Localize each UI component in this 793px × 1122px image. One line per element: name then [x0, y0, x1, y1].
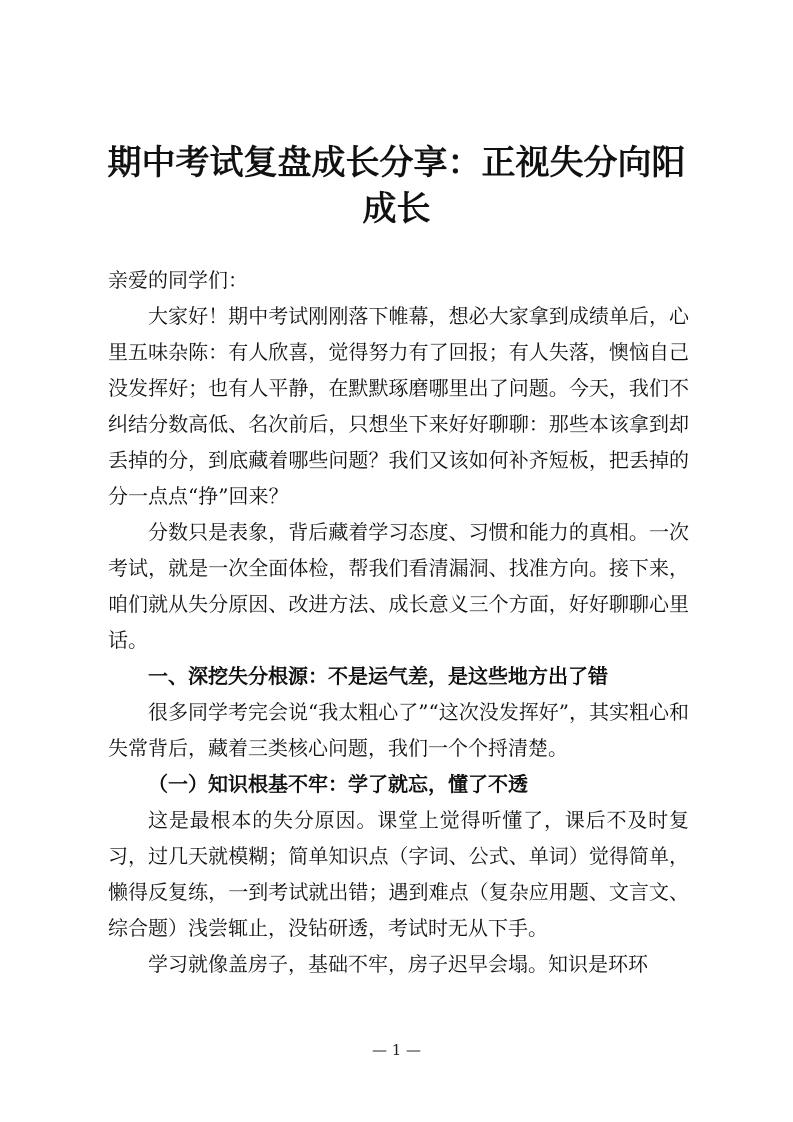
- subsection-1-paragraph-1: 这是最根本的失分原因。课堂上觉得听懂了，课后不及时复习，过几天就模糊；简单知识点（字词、公式、单词）觉得简单，懒得反复练，一到考试就出错；遇到难点（复杂应用题、文言文、综合题）浅尝辄止，没钻研透，考试时无从下手。: [108, 808, 689, 940]
- greeting: 亲爱的同学们：: [108, 268, 248, 292]
- section-1-paragraph: 很多同学考完会说“我太粗心了”“这次没发挥好”，其实粗心和失常背后，藏着三类核心问题，我们一个个捋清楚。: [108, 700, 689, 760]
- document-title: 期中考试复盘成长分享：正视失分向阳成长: [107, 143, 686, 229]
- subsection-heading-1: （一）知识根基不牢：学了就忘，懂了不透: [148, 772, 528, 796]
- document-body: [108, 262, 689, 982]
- section-heading-1: 一、深挖失分根源：不是运气差，是这些地方出了错: [148, 664, 608, 688]
- page-number: — 1 —: [371, 1041, 422, 1059]
- intro-paragraph-1: 大家好！期中考试刚刚落下帷幕，想必大家拿到成绩单后，心里五味杂陈：有人欣喜，觉得努力有了回报；有人失落，懊恼自己没发挥好；也有人平静，在默默琢磨哪里出了问题。今天，我们不纠结分数高低、名次前后，只想坐下来好好聊聊：那些本该拿到却丢掉的分，到底藏着哪些问题？我们又该如何补齐短板，把丢掉的分一点点“挣”回来？: [108, 304, 689, 508]
- intro-paragraph-2: 分数只是表象，背后藏着学习态度、习惯和能力的真相。一次考试，就是一次全面体检，帮我们看清漏洞、找准方向。接下来，咱们就从失分原因、改进方法、成长意义三个方面，好好聊聊心里话。: [108, 520, 689, 652]
- subsection-1-paragraph-2: 学习就像盖房子，基础不牢，房子迟早会塌。知识是环环: [148, 952, 648, 976]
